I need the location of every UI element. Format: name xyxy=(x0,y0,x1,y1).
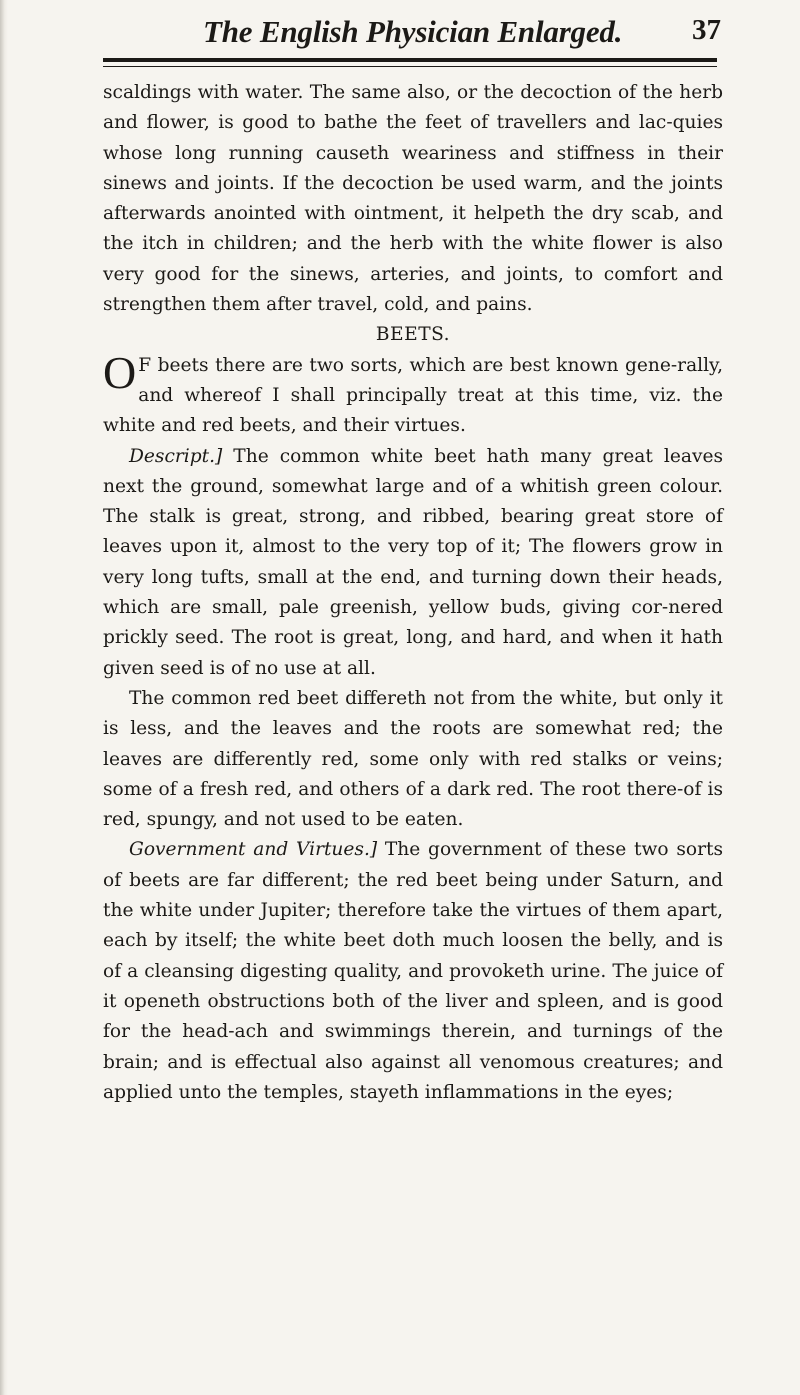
section-heading: BEETS. xyxy=(375,324,451,346)
page-header xyxy=(103,14,725,54)
drop-cap: O xyxy=(103,346,137,398)
description-paragraph xyxy=(103,442,723,684)
book-spine-shadow xyxy=(0,0,8,1395)
government-paragraph xyxy=(103,835,723,1108)
header-rule-thick xyxy=(103,58,717,62)
description-text: The common white beet hath many great leaves next the ground, somewhat large and of a whitish green colour. The stalk is great, strong, and ribbed, bearing great store of leaves upon it, almost to the very top of it; The flowers grow in very long tufts, small at the end, and turning down their heads, which are small, pale greenish, yellow buds, giving cor-nered prickly seed. The root is great, long, and hard, and when it hath given seed is of no use at all. xyxy=(103,445,723,679)
running-title: The English Physician Enlarged. xyxy=(203,14,623,49)
opening-paragraph: scaldings with water. The same also, or the decoction of the herb and flower, is good to bathe the feet of travellers and lac-quies whose long running causeth weariness and stiffness in their sinews and joints. If the decoction be used warm, and the joints afterwards anointed with ointment, it helpeth the dry scab, and the itch in children; and the herb with the white flower is also very good for the sinews, arteries, and joints, to comfort and strengthen them after travel, cold, and pains. xyxy=(103,82,723,316)
page-number: 37 xyxy=(692,14,721,46)
description-label: Descript.] xyxy=(129,445,223,467)
government-label: Government and Virtues.] xyxy=(129,839,378,861)
intro-paragraph xyxy=(103,346,723,442)
intro-text: F beets there are two sorts, which are best known gene-rally, and whereof I shall principally treat at this time, viz. the white and red beets, and their virtues. xyxy=(103,354,723,437)
government-text: The government of these two sorts of beets are far different; the red beet being under Saturn, and the white under Jupiter; therefore take the virtues of them apart, each by itself; the white beet doth much loosen the belly, and is of a cleansing digesting quality, and provoketh urine. The juice of it openeth obstructions both of the liver and spleen, and is good for the head-ach and swimmings therein, and turnings of the brain; and is effectual also against all venomous creatures; and applied unto the temples, stayeth inflammations in the eyes; xyxy=(103,839,723,1103)
red-beet-paragraph: The common red beet differeth not from the white, but only it is less, and the leaves and the roots are somewhat red; the leaves are differently red, some only with red stalks or veins; some of a fresh red, and others of a dark red. The root there-of is red, spungy, and not used to be eaten. xyxy=(103,687,723,831)
header-rule-thin xyxy=(103,66,717,67)
body-text xyxy=(103,78,723,1108)
